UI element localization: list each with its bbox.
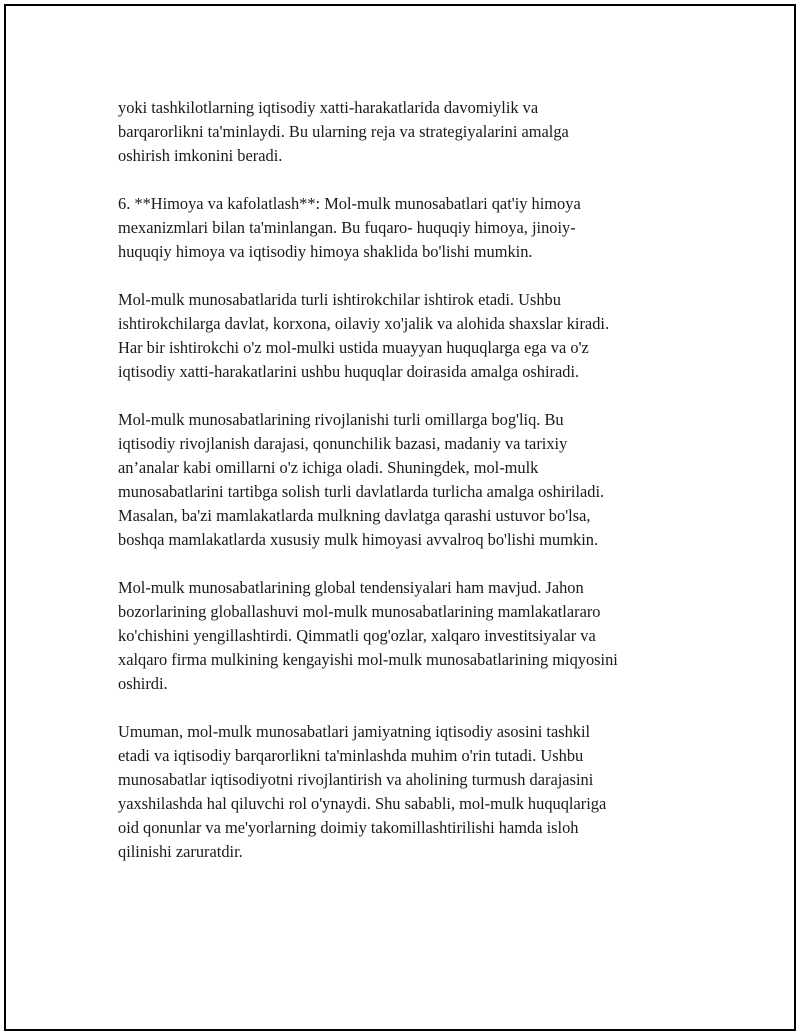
text-line: barqarorlikni ta'minlaydi. Bu ularning reja va strategiyalarini amalga (118, 122, 569, 141)
paragraph-protection (118, 192, 708, 264)
text-line: boshqa mamlakatlarda xususiy mulk himoyasi avvalroq bo'lishi mumkin. (118, 530, 599, 549)
text-line: Umuman, mol-mulk munosabatlari jamiyatning iqtisodiy asosini tashkil (118, 722, 591, 741)
text-line: iqtisodiy xatti-harakatlarini ushbu huquqlar doirasida amalga oshiradi. (118, 362, 580, 381)
text-line: munosabatlar iqtisodiyotni rivojlantirish va aholining turmush darajasini (118, 770, 594, 789)
text-line: oshirdi. (118, 674, 168, 693)
text-line: an’analar kabi omillarni o'z ichiga oladi. Shuningdek, mol-mulk (118, 458, 539, 477)
paragraph-participants (118, 288, 708, 384)
text-line: ko'chishini yengillashtirdi. Qimmatli qog'ozlar, xalqaro investitsiyalar va (118, 626, 596, 645)
text-line: Mol-mulk munosabatlarining rivojlanishi turli omillarga bog'liq. Bu (118, 410, 564, 429)
text-line: huquqiy himoya va iqtisodiy himoya shaklida bo'lishi mumkin. (118, 242, 533, 261)
paragraph-conclusion (118, 720, 708, 864)
paragraph-development-factors (118, 408, 708, 552)
text-line: yoki tashkilotlarning iqtisodiy xatti-harakatlarida davomiylik va (118, 98, 539, 117)
page-frame (4, 4, 796, 1031)
text-line: oshirish imkonini beradi. (118, 146, 283, 165)
text-line: xalqaro firma mulkining kengayishi mol-mulk munosabatlarining miqyosini (118, 650, 618, 669)
text-line: Har bir ishtirokchi o'z mol-mulki ustida muayyan huquqlarga ega va o'z (118, 338, 589, 357)
text-line: yaxshilashda hal qiluvchi rol o'ynaydi. Shu sababli, mol-mulk huquqlariga (118, 794, 607, 813)
text-line: ishtirokchilarga davlat, korxona, oilaviy xo'jalik va alohida shaxslar kiradi. (118, 314, 610, 333)
text-line: 6. **Himoya va kafolatlash**: Mol-mulk munosabatlari qat'iy himoya (118, 194, 581, 213)
text-line: Mol-mulk munosabatlarining global tendensiyalari ham mavjud. Jahon (118, 578, 584, 597)
paragraph-continuity (118, 96, 708, 168)
paragraph-global-trends (118, 576, 708, 696)
document-body (118, 96, 708, 888)
text-line: iqtisodiy rivojlanish darajasi, qonunchilik bazasi, madaniy va tarixiy (118, 434, 568, 453)
text-line: qilinishi zaruratdir. (118, 842, 243, 861)
text-line: Masalan, ba'zi mamlakatlarda mulkning davlatga qarashi ustuvor bo'lsa, (118, 506, 591, 525)
text-line: munosabatlarini tartibga solish turli davlatlarda turlicha amalga oshiriladi. (118, 482, 605, 501)
text-line: bozorlarining globallashuvi mol-mulk munosabatlarining mamlakatlararo (118, 602, 601, 621)
text-line: oid qonunlar va me'yorlarning doimiy takomillashtirilishi hamda isloh (118, 818, 579, 837)
text-line: Mol-mulk munosabatlarida turli ishtirokchilar ishtirok etadi. Ushbu (118, 290, 561, 309)
text-line: etadi va iqtisodiy barqarorlikni ta'minlashda muhim o'rin tutadi. Ushbu (118, 746, 584, 765)
text-line: mexanizmlari bilan ta'minlangan. Bu fuqaro- huquqiy himoya, jinoiy- (118, 218, 576, 237)
